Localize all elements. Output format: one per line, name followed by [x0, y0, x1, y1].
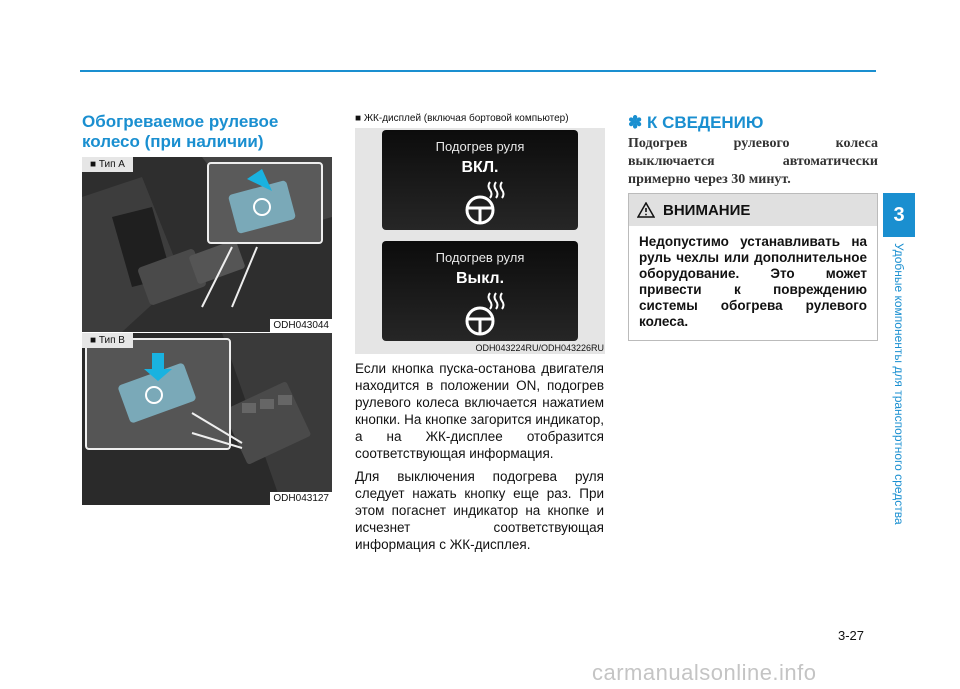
type-b-label: ■ Тип B [82, 333, 133, 348]
warning-header [629, 194, 877, 226]
info-text: Подогрев рулевого колеса выключается автоматически примерно через 30 минут. [628, 136, 878, 187]
lcd-on-state: ВКЛ. [461, 159, 499, 176]
lcd-caption: ■ ЖК-дисплей (включая бортовой компьютер) [355, 113, 569, 124]
lcd-code: ODH043224RU/ODH043226RU [475, 343, 604, 353]
top-rule [80, 70, 876, 72]
heated-steering-wheel-icon [460, 291, 508, 337]
section-heading: Обогреваемое рулевое колесо (при наличии) [82, 112, 279, 151]
info-title: ✽ К СВЕДЕНИЮ [628, 113, 764, 132]
photo-type-b [82, 333, 332, 505]
heated-steering-wheel-icon [460, 180, 508, 226]
type-b-code: ODH043127 [270, 492, 332, 505]
warning-box [628, 193, 878, 341]
console-illustration-b [82, 333, 332, 505]
lcd-figure [355, 128, 605, 354]
body-paragraph-1: Если кнопка пуска-остановa двигателя находится в положении ON, подогрев рулевого колеса включается нажатием кнопки. На кнопке загорится индикатор, а на ЖК-дисплее отобразится соответствующая информация. [355, 361, 604, 461]
lcd-screen-on [382, 130, 578, 230]
type-a-label: ■ Тип A [82, 157, 133, 172]
body-text [355, 360, 604, 559]
warning-title: ВНИМАНИЕ [663, 201, 751, 219]
chapter-label-text: Удобные компоненты для транспортного средства [892, 243, 906, 525]
type-a-code: ODH043044 [270, 319, 332, 332]
warning-text: Недопустимо устанавливать на руль чехлы или дополнительное оборудование. Это может привести к повреждению системы обогрева рулевого колеса. [639, 234, 867, 329]
chapter-tab: 3 [883, 193, 915, 237]
photo-type-a [82, 157, 332, 332]
chapter-label [887, 243, 911, 573]
lcd-on-title: Подогрев руля [435, 139, 525, 154]
page-number: 3-27 [838, 628, 865, 643]
lcd-off-title: Подогрев руля [435, 250, 525, 265]
lcd-screen-off [382, 241, 578, 341]
body-paragraph-2: Для выключения подогрева руля следует нажать кнопку еще раз. При этом погаснет индикатор на кнопке и исчезнет соответствующая информация с ЖК-дисплея. [355, 469, 604, 552]
warning-triangle-icon [637, 202, 655, 218]
lcd-off-state: Выкл. [455, 270, 505, 287]
console-illustration-a [82, 157, 332, 332]
watermark: carmanualsonline.info [592, 660, 817, 685]
